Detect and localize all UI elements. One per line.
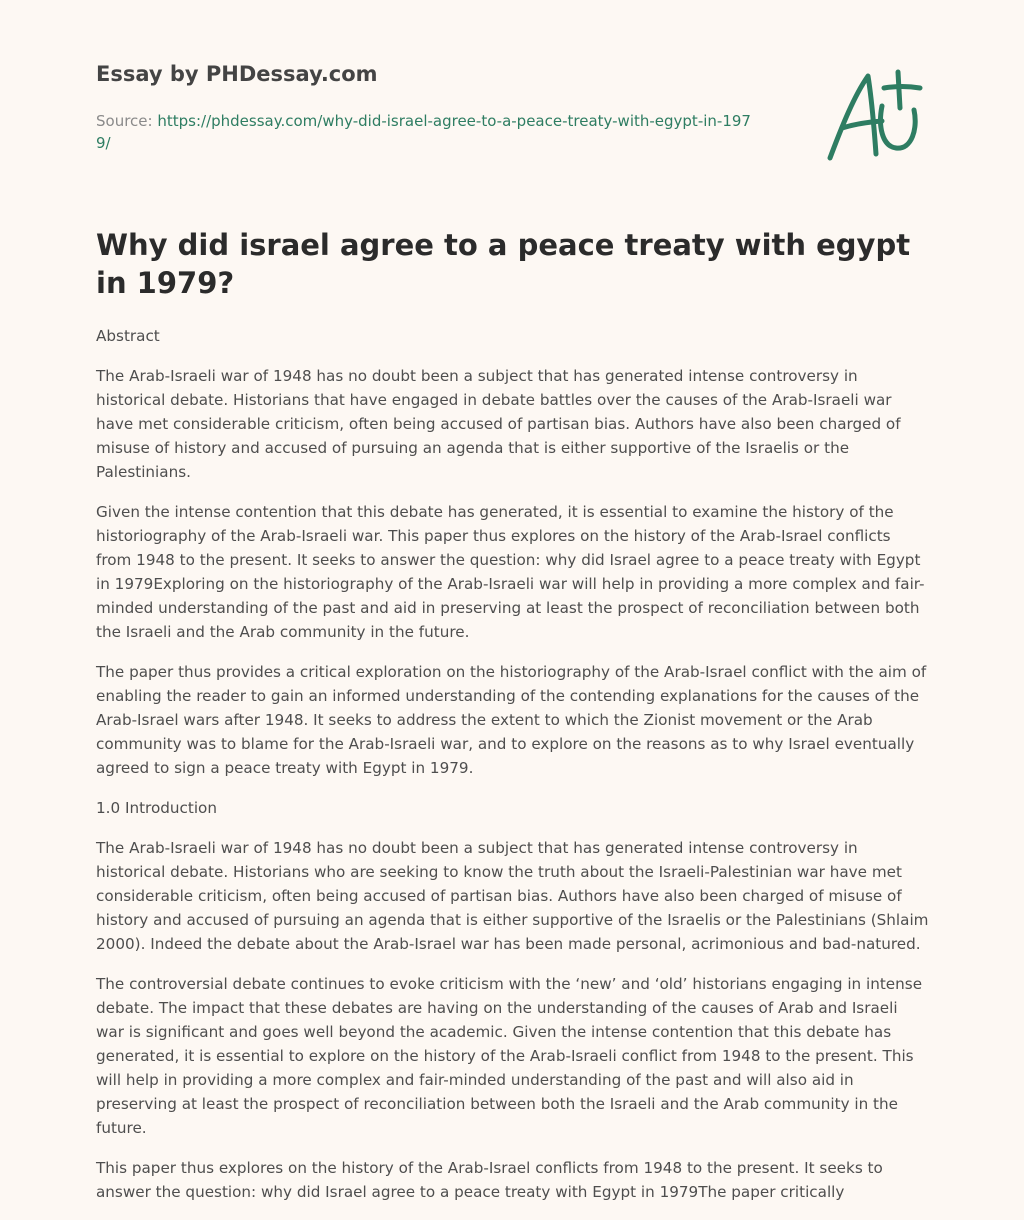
paragraph: The paper thus provides a critical exploration on the historiography of the Arab-Israel conflict with the aim of enabling the reader to gain an informed understanding of the contending explanations for the causes of the Arab-Israel wars after 1948. It seeks to address the extent to which the Zionist movement or the Arab community was to blame for the Arab-Israeli war, and to explore on the reasons as to why Israel eventually agreed to sign a peace treaty with Egypt in 1979. bbox=[96, 663, 927, 777]
paragraph: Given the intense contention that this debate has generated, it is essential to examine the history of the historiography of the Arab-Israeli war. This paper thus explores on the history of the Arab-Israel conflicts from 1948 to the present. It seeks to answer the question: why did Israel agree to a peace treaty with Egypt in 1979Exploring on the historiography of the Arab-Israeli war will help in providing a more complex and fair-minded understanding of the past and aid in preserving at least the prospect of reconciliation between both the Israeli and the Arab community in the future. bbox=[96, 503, 925, 641]
site-brand: Essay by PHDessay.com bbox=[96, 62, 378, 86]
section-heading-abstract: Abstract bbox=[96, 327, 160, 345]
source-link[interactable]: https://phdessay.com/why-did-israel-agree-to-a-peace-treaty-with-egypt-in-1979/ bbox=[96, 112, 751, 152]
section-heading-introduction: 1.0 Introduction bbox=[96, 799, 217, 817]
paragraph: The controversial debate continues to evoke criticism with the ‘new’ and ‘old’ historians engaging in intense debate. The impact that these debates are having on the understanding of the causes of Arab and Israeli war is significant and goes well beyond the academic. Given the intense contention that this debate has generated, it is essential to explore on the history of the Arab-Israeli conflict from 1948 to the present. This will help in providing a more complex and fair-minded understanding of the past and will also aid in preserving at least the prospect of reconciliation between both the Israeli and the Arab community in the future. bbox=[96, 975, 923, 1137]
paragraph: This paper thus explores on the history of the Arab-Israel conflicts from 1948 to the present. It seeks to answer the question: why did Israel agree to a peace treaty with Egypt in 1979The paper critically bbox=[96, 1159, 883, 1201]
paragraph: The Arab-Israeli war of 1948 has no doubt been a subject that has generated intense controversy in historical debate. Historians that have engaged in debate battles over the causes of the Arab-Israeli war have met considerable criticism, often being accused of partisan bias. Authors have also been charged of misuse of history and accused of pursuing an agenda that is either supportive of the Israelis or the Palestinians. bbox=[96, 367, 901, 481]
article-body bbox=[96, 324, 930, 1220]
source-line bbox=[96, 110, 756, 154]
paragraph: The Arab-Israeli war of 1948 has no doubt been a subject that has generated intense controversy in historical debate. Historians who are seeking to know the truth about the Israeli-Palestinian war have met considerable criticism, often being accused of partisan bias. Authors have also been charged of misuse of history and accused of pursuing an agenda that is either supportive of the Israelis or the Palestinians (Shlaim 2000). Indeed the debate about the Arab-Israel war has been made personal, acrimonious and bad-natured. bbox=[96, 839, 929, 953]
source-label: Source: bbox=[96, 112, 153, 130]
page-title: Why did israel agree to a peace treaty with egypt in 1979? bbox=[96, 228, 911, 300]
a-plus-grade-icon bbox=[820, 66, 930, 166]
